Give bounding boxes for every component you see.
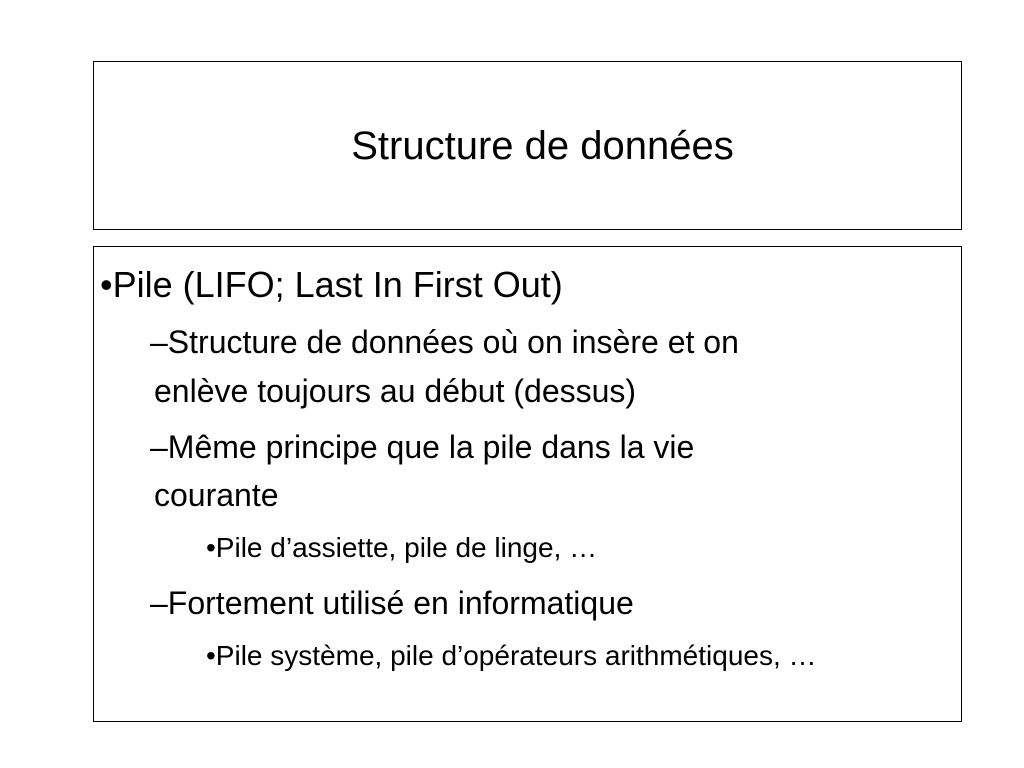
bullet-level2-line: enlève toujours au début (dessus) [154,373,637,409]
bullet-level3: •Pile système, pile d’opérateurs arithmétiques, … [206,640,817,671]
bullet-level2-line: –Structure de données où on insère et on [150,324,739,360]
bullet-level1: •Pile (LIFO; Last In First Out) [100,264,563,305]
slide-title: Structure de données [351,123,734,168]
bullet-level2-line: courante [154,477,279,513]
bullet-level3: •Pile d’assiette, pile de linge, … [206,532,598,563]
slide-body-box [93,246,962,722]
slide-title-box [93,61,962,230]
bullet-level2-line: –Même principe que la pile dans la vie [150,429,695,465]
bullet-level2: –Fortement utilisé en informatique [150,585,634,621]
